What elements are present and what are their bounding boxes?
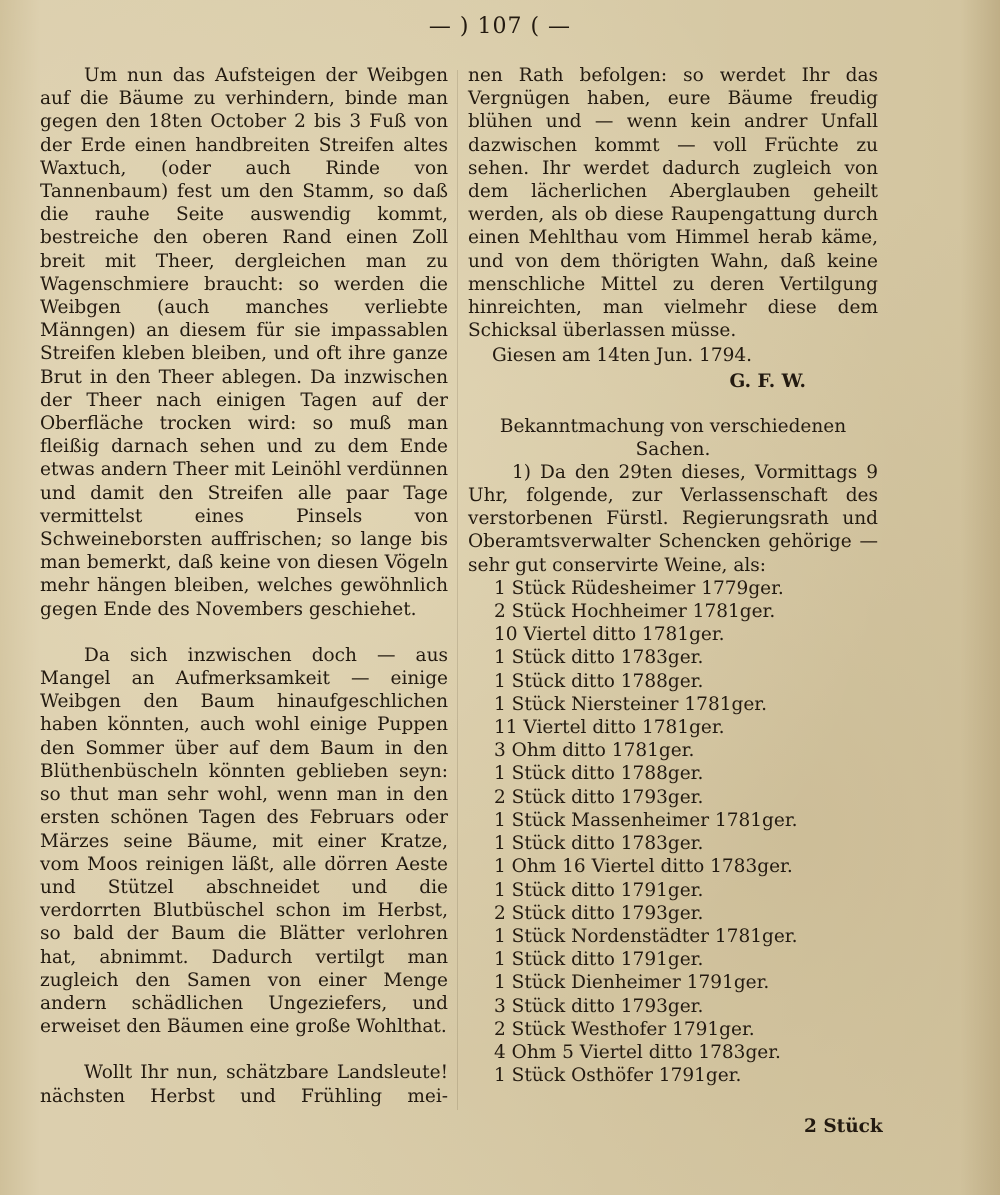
paragraph-appeal: Wollt Ihr nun, schätzbare Landsleute! nächsten Herbst und Frühling mei- xyxy=(40,1062,448,1107)
left-column xyxy=(40,64,448,1108)
wine-list-item: 2 Stück ditto 1793ger. xyxy=(494,786,704,808)
paragraph-tar-band: Um nun das Aufsteigen der Weibgen auf die Bäume zu verhindern, binde man gegen den 18ten October 2 bis 3 Fuß von der Erde einen handbreiten Streifen altes Waxtuch, (oder auch Rinde von Tannenbaum) fest um den Stamm, so daß die rauhe Seite auswendig kommt, bestreiche den oberen Rand einen Zoll breit mit Theer, dergleichen man zu Wagenschmiere braucht: so werden die Weibgen (auch manches verliebte Männgen) an diesem für sie impassablen Streifen kleben bleiben, und oft ihre ganze Brut in den Theer ablegen. Da inzwischen der Theer nach einigen Tagen auf der Oberfläche trocken wird: so muß man fleißig darnach sehen und zu dem Ende etwas andern Theer mit Leinöhl verdünnen und damit den Streifen alle paar Tage vermittelst eines Pinsels von Schweineborsten auffrischen; so lange bis man bemerkt, daß keine von diesen Vögeln mehr hängen bleiben, welches gewöhnlich gegen Ende des Novembers geschiehet. xyxy=(40,65,448,620)
wine-list-item: 10 Viertel ditto 1781ger. xyxy=(494,624,725,646)
wine-list xyxy=(468,577,878,1087)
paragraph-winter-care: Da sich inzwischen doch — aus Mangel an Aufmerksamkeit — einige Weibgen den Baum hinaufgeschlichen haben könnten, auch wohl einige Puppen den Sommer über auf dem Baum in den Blüthenbüscheln könnten geblieben seyn: so thut man sehr wohl, wenn man in den ersten schönen Tagen des Februars oder Märzes seine Bäume, mit einer Kratze, vom Moos reinigen läßt, alle dörren Aeste und Stützel abschneidet und die verdorrten Blutbüschel schon im Herbst, so bald der Baum die Blätter verlohren hat, abnimmt. Dadurch vertilgt man zugleich den Samen von einer Menge andern schädlichen Ungeziefers, und erweiset den Bäumen eine große Wohlthat. xyxy=(40,644,448,1038)
wine-list-item: 3 Ohm ditto 1781ger. xyxy=(494,740,695,762)
wine-list-item: 2 Stück Westhofer 1791ger. xyxy=(494,1018,755,1040)
paragraph-continuation: nen Rath befolgen: so werdet Ihr das Vergnügen haben, eure Bäume freudig blühen und — wenn kein andrer Unfall dazwischen kommt — voll Früchte zu sehen. Ihr werdet dadurch zugleich von dem lächerlichen Aberglauben geheilt werden, als ob diese Raupengattung durch einen Mehlthau vom Himmel herab käme, und von dem thörigten Wahn, daß keine menschliche Mittel zu deren Vertilgung hinreichten, man vielmehr diese dem Schicksal überlassen müsse. xyxy=(468,65,878,342)
wine-list-item: 1 Stück ditto 1783ger. xyxy=(494,833,704,855)
wine-list-item: 1 Stück Dienheimer 1791ger. xyxy=(494,972,770,994)
wine-list-item: 3 Stück ditto 1793ger. xyxy=(494,995,704,1017)
section-heading-line-2: Sachen. xyxy=(635,438,711,460)
wine-list-item: 2 Stück ditto 1793ger. xyxy=(494,902,704,924)
wine-list-item: 11 Viertel ditto 1781ger. xyxy=(494,717,725,739)
section-heading xyxy=(468,415,878,461)
dateline: Giesen am 14ten Jun. 1794. xyxy=(492,345,753,367)
section-heading-line-1: Bekanntmachung von verschiedenen xyxy=(499,415,847,437)
paragraph-gap xyxy=(40,1038,448,1061)
announcement-text: 1) Da den 29ten dieses, Vormittags 9 Uhr, folgende, zur Verlassenschaft des verstorbenen Fürstl. Regierungsrath und Oberamtsverwalter Schencken gehörige — sehr gut conservirte Weine, als: xyxy=(468,461,878,576)
wine-list-item: 1 Ohm 16 Viertel ditto 1783ger. xyxy=(494,856,793,878)
wine-list-item: 1 Stück ditto 1783ger. xyxy=(494,647,704,669)
paragraph-gap xyxy=(40,621,448,644)
wine-list-item: 1 Stück Osthöfer 1791ger. xyxy=(494,1065,742,1087)
wine-list-item: 1 Stück Massenheimer 1781ger. xyxy=(494,809,798,831)
right-column xyxy=(468,64,878,1087)
wine-list-item: 2 Stück Hochheimer 1781ger. xyxy=(494,601,776,623)
wine-list-item: 1 Stück ditto 1788ger. xyxy=(494,670,704,692)
wine-list-item: 4 Ohm 5 Viertel ditto 1783ger. xyxy=(494,1041,781,1063)
wine-list-item: 1 Stück Rüdesheimer 1779ger. xyxy=(494,577,784,599)
wine-list-item: 1 Stück ditto 1788ger. xyxy=(494,763,704,785)
catch-word: 2 Stück xyxy=(804,1116,883,1137)
column-divider xyxy=(457,70,458,1110)
wine-list-item: 1 Stück ditto 1791ger. xyxy=(494,949,704,971)
page-number: — ) 107 ( — xyxy=(428,14,572,39)
wine-list-item: 1 Stück Nordenstädter 1781ger. xyxy=(494,925,798,947)
wine-list-item: 1 Stück ditto 1791ger. xyxy=(494,879,704,901)
wine-list-item: 1 Stück Niersteiner 1781ger. xyxy=(494,693,767,715)
author-initials: G. F. W. xyxy=(729,370,806,392)
